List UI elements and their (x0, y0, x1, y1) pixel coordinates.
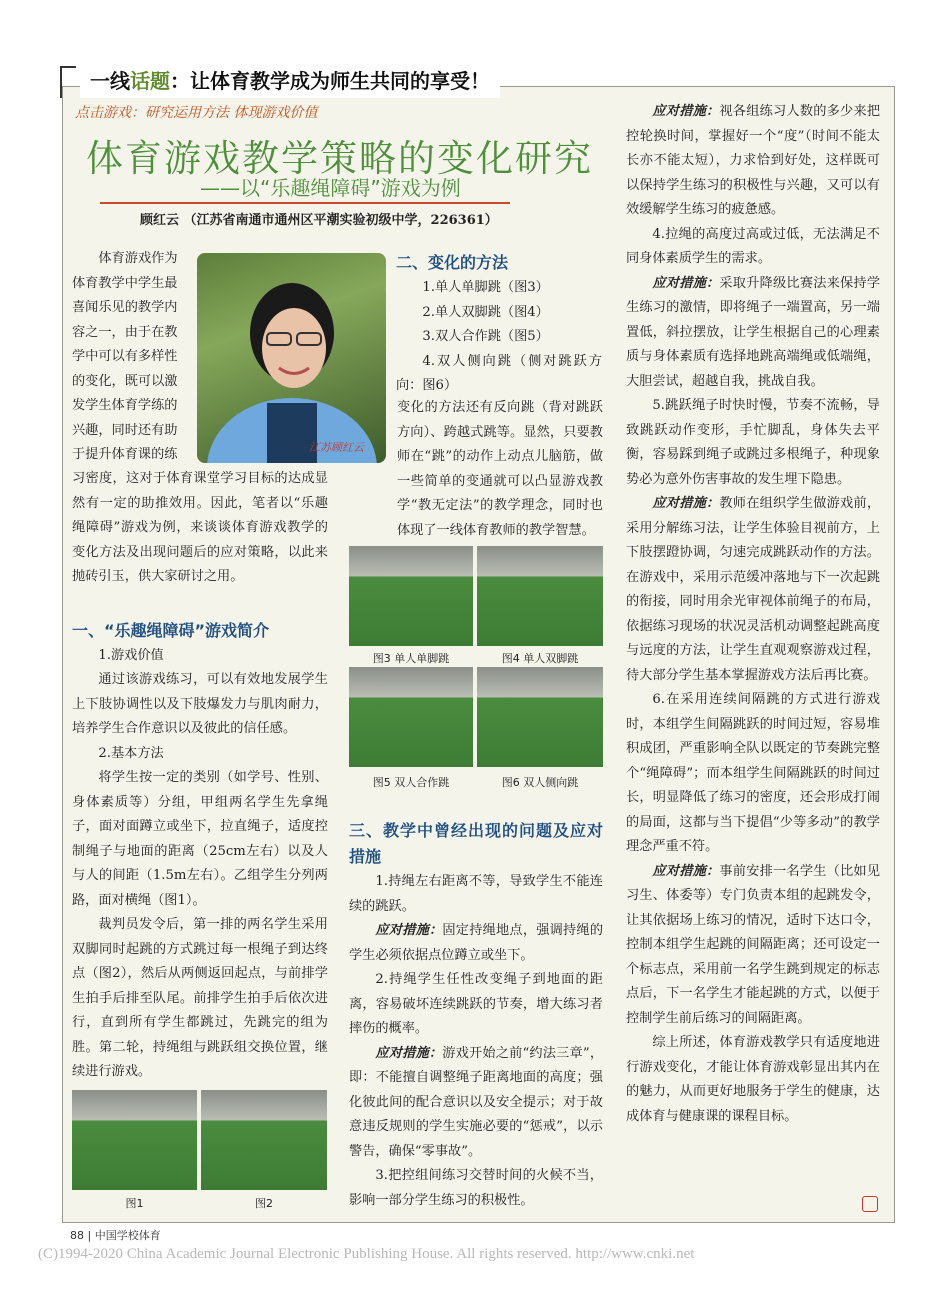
problem-paragraph: 1.持绳左右距离不等，导致学生不能连续的跳跃。 (349, 874, 603, 914)
section-3-heading: 三、教学中曾经出现的问题及应对措施 (349, 821, 603, 866)
author-line: 顾红云 （江苏省南通市通州区平潮实验初级中学，226361） (140, 213, 498, 228)
measure-label: 应对措施： (375, 1045, 443, 1061)
figure-2-photo (201, 1090, 327, 1190)
list-item: 3.双人合作跳（图5） (422, 329, 549, 344)
problem-paragraph: 2.持绳学生任性改变绳子到地面的距离，容易破坏连续跳跃的节奏，增大练习者摔伤的概率。 (349, 972, 603, 1036)
intro-line: 学中可以有多样性 (72, 349, 178, 364)
measure-label: 应对措施： (375, 923, 443, 938)
figure-3-photo (349, 546, 473, 646)
intro-line: 于提升体育课的练 (72, 447, 178, 462)
problem-paragraph: 4.拉绳的高度过高或过低，无法满足不同身体素质学生的需求。 (626, 226, 880, 266)
intro-line: 体育游戏作为 (98, 251, 178, 266)
column-header: 一线话题：让体育教学成为师生共同的享受！ (80, 64, 500, 98)
measure-label: 应对措施： (652, 496, 720, 511)
photo-signature: 江苏顾红云 (309, 441, 364, 454)
intro-line: 兴趣，同时还有助 (72, 422, 178, 438)
subheading: 2.基本方法 (98, 745, 164, 761)
measure-paragraph: 应对措施：事前安排一名学生（比如见习生、体委等）专门负责本组的起跳发令，让其依据场上练习的情况，适时下达口令，控制本组学生起跳的间隔距离；还可设定一个标志点，采用前一名学生跳到规定的标志点后，下一名学生才能起跳的方式，以便于控制学生前后练习的间隔距离。 (626, 863, 881, 1026)
figure-6-photo (477, 667, 603, 767)
figure-1-photo (72, 1090, 197, 1190)
figure-5-photo (349, 667, 473, 767)
list-item: 4.双人侧向跳（侧对跳跃方向：图6） (396, 353, 602, 393)
list-item: 2.单人双脚跳（图4） (422, 304, 549, 320)
measure-paragraph: 应对措施：视各组练习人数的多少来把控轮换时间，掌握好一个“度”（时间不能太长亦不能太短），力求恰到好处，这样既可以保持学生练习的积极性与兴趣，又可以有效缓解学生练习的疲惫感。 (626, 104, 881, 217)
figure-2-caption: 图2 (255, 1197, 273, 1210)
measure-paragraph: 应对措施：教师在组织学生做游戏前，采用分解练习法，让学生体验目视前方，上下肢摆蹬协调，匀速完成跳跃动作的方法。在游戏中，采用示范缓冲落地与下一次起跳的衔接，同时用余光审视体前绳子的布局，依据练习现场的状况灵活机动调整起跳高度与远度的方法，让学生直观观察游戏过程，待大部分学生基本掌握游戏方法后再比赛。 (626, 496, 881, 683)
paragraph: 将学生按一定的类别（如学号、性别、身体素质等）分组，甲组两名学生先拿绳子，面对面蹲立或坐下，拉直绳子，适度控制绳子与地面的距离（25cm左右）以及人与人的间距（1.5m左右）。乙组学生分列两路，面对横绳（图1）。 (72, 770, 328, 908)
measure-label: 应对措施： (652, 863, 720, 879)
column-2-mid (349, 396, 603, 543)
measure-label: 应对措施： (652, 104, 720, 119)
conclusion-paragraph: 综上所述，体育游戏教学只有适度地进行游戏变化，才能让体育游戏彰显出其内在的魅力，从而更好地服务于学生的健康，达成体育与健康课的课程目标。 (626, 1035, 880, 1124)
subheading: 1.游戏价值 (98, 647, 164, 663)
problem-paragraph: 3.把控组间练习交替时间的火候不当，影响一部分学生练习的积极性。 (349, 1168, 603, 1208)
measure-paragraph: 应对措施：固定持绳地点，强调持绳的学生必须依据点位蹲立或坐下。 (349, 923, 604, 963)
column-3 (626, 100, 880, 1129)
header-bracket-left (60, 66, 76, 98)
column-1 (72, 467, 328, 1085)
problem-paragraph: 6.在采用连续间隔跳的方式进行游戏时，本组学生间隔跳跃的时间过短，容易堆积成团，严重影响全队以既定的节奏跳完整个“绳障碍”；而本组学生间隔跳跃的时间过长，明显降低了练习的密度，还会形成打闹的局面，这都与当下提倡“少等多动”的教学理念严重不符。 (626, 692, 880, 854)
measure-paragraph: 应对措施：采取升降级比赛法来保持学生练习的激情，即将绳子一端置高，另一端置低，斜拉摆放，让学生根据自己的心理素质与身体素质有选择地跳高端绳或低端绳，大胆尝试，超越自我，挑战自我。 (626, 275, 881, 389)
column-2-bottom (349, 818, 603, 1213)
kicker: 点击游戏：研究运用方法 体现游戏价值 (75, 105, 318, 121)
paragraph: 通过该游戏练习，可以有效地发展学生上下肢协调性以及下肢爆发力与肌肉耐力，培养学生合作意识以及彼此的信任感。 (72, 672, 328, 736)
end-mark-icon (862, 1196, 878, 1212)
list-item: 1.单人单脚跳（图3） (422, 280, 549, 295)
section-2-heading: 二、变化的方法 (396, 253, 509, 272)
figure-3-caption: 图3 单人单脚跳 (372, 652, 450, 665)
figure-4-caption: 图4 单人双脚跳 (501, 652, 579, 665)
figure-5-caption: 图5 双人合作跳 (372, 776, 450, 789)
figure-1-caption: 图1 (125, 1197, 144, 1210)
paragraph: 裁判员发令后，第一排的两名学生采用双脚同时起跳的方式跳过每一根绳子到达终点（图2），然后从两侧返回起点，与前排学生拍手后排至队尾。前排学生拍手后依次进行，直到所有学生都跳过，先跳完的组为胜。第二轮，持绳组与跳跃组交换位置，继续进行游戏。 (72, 917, 328, 1079)
column-2-top (396, 250, 602, 399)
figure-4-photo (477, 546, 603, 646)
intro-line: 的变化，既可以激 (72, 373, 178, 389)
intro-line: 发学生体育学练的 (72, 398, 178, 413)
title-rule (100, 202, 510, 204)
intro-paragraph: 习密度，这对于体育课堂学习目标的达成显然有一定的助推效用。因此，笔者以“乐趣绳障碍”游戏为例，来谈谈体育游戏教学的变化方法及出现问题后的应对策略，以此来抛砖引玉，供大家研讨之用。 (72, 471, 328, 584)
measure-label: 应对措施： (652, 275, 720, 291)
intro-wrap-col (72, 247, 190, 468)
copyright-watermark: (C)1994-2020 China Academic Journal Electronic Publishing House. All rights reserved. http://www.cnki.net (38, 1246, 695, 1262)
article-title: 体育游戏教学策略的变化研究 (86, 137, 593, 180)
measure-paragraph: 应对措施：游戏开始之前“约法三章”，即：不能擅自调整绳子距离地面的高度；强化彼此间的配合意识以及安全提示；对于故意违反规则的学生实施必要的“惩戒”，以示警告，确保“零事故”。 (349, 1045, 604, 1159)
intro-line: 体育教学中学生最 (72, 275, 178, 291)
figure-6-caption: 图6 双人侧向跳 (501, 776, 579, 789)
intro-line: 喜闻乐见的教学内 (72, 300, 178, 315)
page-footer: 88 | 中国学校体育 (70, 1229, 161, 1242)
article-subtitle: ——以“乐趣绳障碍”游戏为例 (200, 176, 461, 200)
problem-paragraph: 5.跳跃绳子时快时慢，节奏不流畅，导致跳跃动作变形，手忙脚乱，身体失去平衡，容易踩到绳子或跳过多根绳子，种现象势必为意外伤害事故的发生埋下隐患。 (626, 398, 880, 487)
intro-line: 容之一，由于在教 (72, 324, 178, 340)
paragraph: 变化的方法还有反向跳（背对跳跃方向）、跨越式跳等。显然，只要教师在“跳”的动作上动点儿脑筋，做一些简单的变通就可以凸显游戏教学“教无定法”的教学理念，同时也体现了一线体育教师的教学智慧。 (397, 400, 603, 538)
section-1-heading: 一、“乐趣绳障碍”游戏简介 (72, 620, 270, 640)
